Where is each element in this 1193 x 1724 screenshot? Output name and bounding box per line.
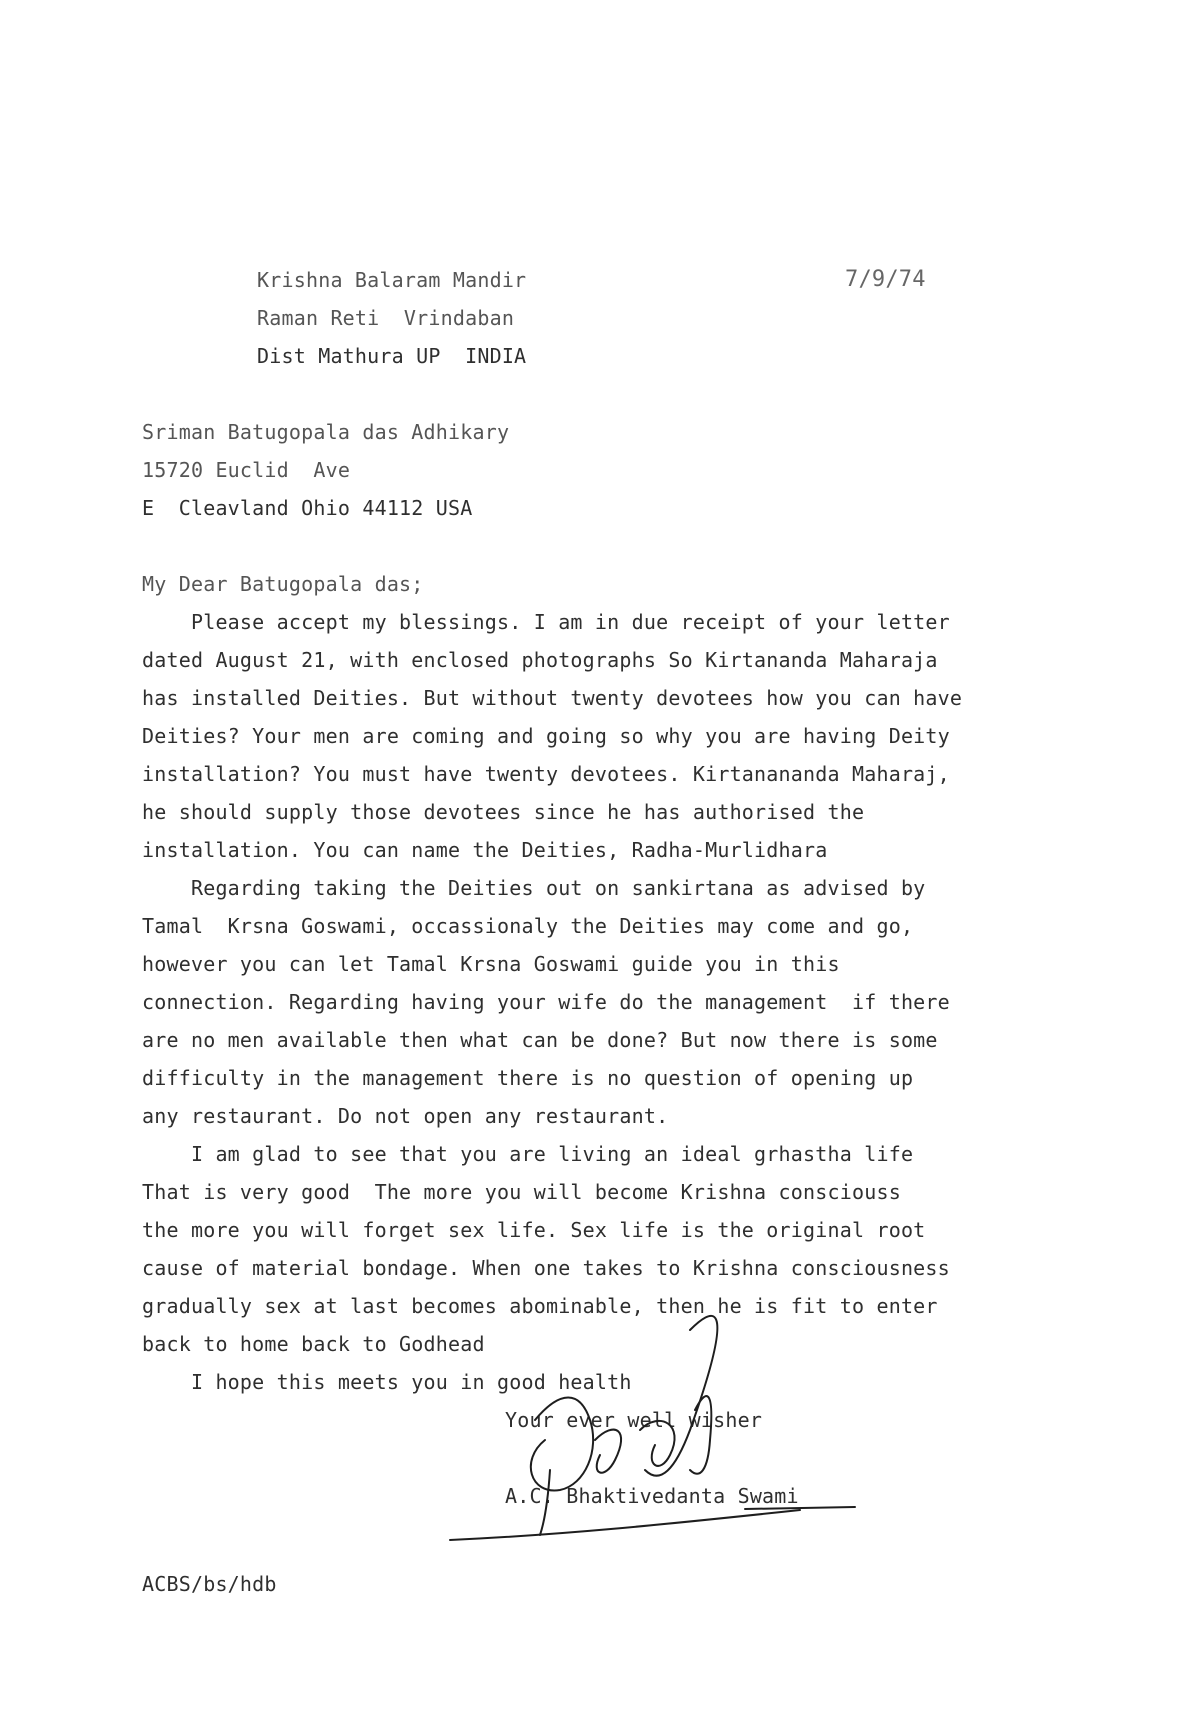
sender-address-line-1: Krishna Balaram Mandir [257,268,527,292]
salutation: My Dear Batugopala das; [142,572,424,596]
sender-address-line-2: Raman Reti Vrindaban [257,306,515,330]
reference-initials: ACBS/bs/hdb [142,1572,277,1596]
body-line: are no men available then what can be done? But now there is some [142,1028,938,1052]
body-line: back to home back to Godhead [142,1332,485,1356]
signature-name: A.C. Bhaktivedanta Swami [505,1484,799,1508]
closing: Your ever well wisher [505,1408,763,1432]
letter-date: 7/9/74 [845,267,926,292]
body-line: installation? You must have twenty devotees. Kirtanananda Maharaj, [142,762,950,786]
body-line: difficulty in the management there is no question of opening up [142,1066,914,1090]
body-line: he should supply those devotees since he has authorised the [142,800,865,824]
recipient-address-line-1: Sriman Batugopala das Adhikary [142,420,510,444]
handwritten-signature [440,1300,860,1560]
body-line: connection. Regarding having your wife do the management if there [142,990,950,1014]
body-line: That is very good The more you will become Krishna consciouss [142,1180,901,1204]
body-line: gradually sex at last becomes abominable, then he is fit to enter [142,1294,938,1318]
recipient-address-line-3: E Cleavland Ohio 44112 USA [142,496,473,520]
recipient-address-line-2: 15720 Euclid Ave [142,458,351,482]
body-line: Deities? Your men are coming and going so why you are having Deity [142,724,950,748]
body-line: I hope this meets you in good health [142,1370,632,1394]
body-line: Tamal Krsna Goswami, occassionaly the Deities may come and go, [142,914,914,938]
sender-address-line-3: Dist Mathura UP INDIA [257,344,527,368]
body-line: Regarding taking the Deities out on sankirtana as advised by [142,876,926,900]
body-line: Please accept my blessings. I am in due receipt of your letter [142,610,950,634]
body-line: has installed Deities. But without twenty devotees how you can have [142,686,963,710]
body-line: the more you will forget sex life. Sex life is the original root [142,1218,926,1242]
body-line: installation. You can name the Deities, Radha-Murlidhara [142,838,828,862]
body-line: however you can let Tamal Krsna Goswami guide you in this [142,952,840,976]
body-line: dated August 21, with enclosed photographs So Kirtananda Maharaja [142,648,938,672]
body-line: cause of material bondage. When one takes to Krishna consciousness [142,1256,950,1280]
body-line: I am glad to see that you are living an ideal grhastha life [142,1142,914,1166]
body-line: any restaurant. Do not open any restaurant. [142,1104,669,1128]
